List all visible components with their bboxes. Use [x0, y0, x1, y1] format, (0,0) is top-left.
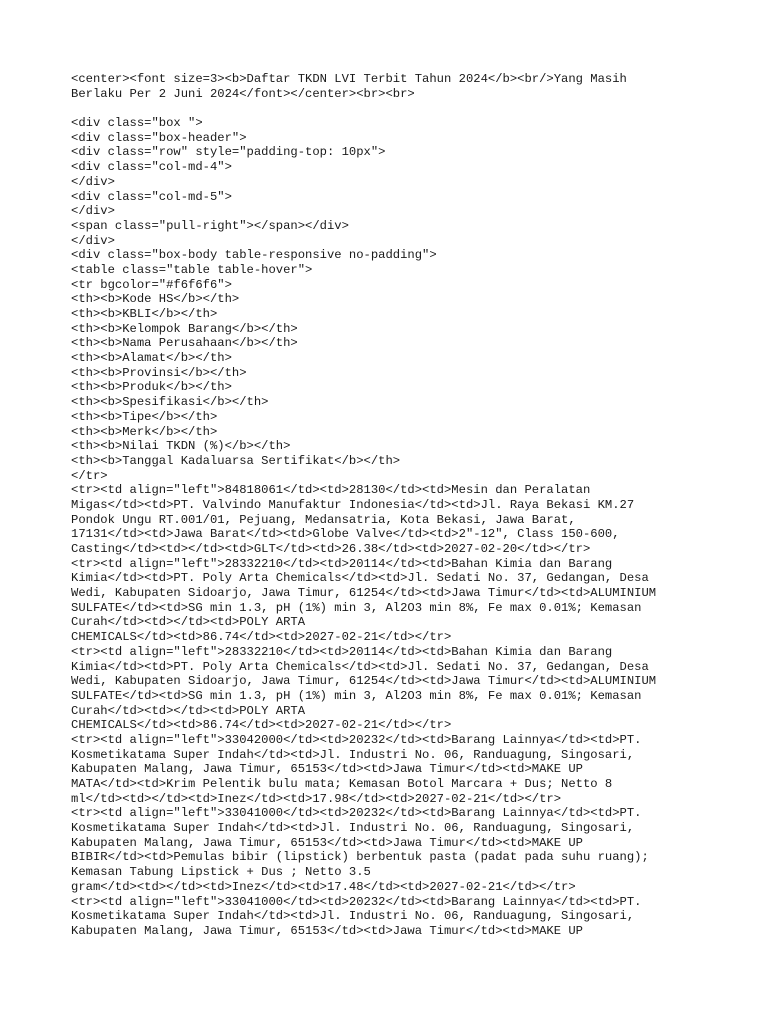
source-line: SULFATE</td><td>SG min 1.3, pH (1%) min 3, Al2O3 min 8%, Fe max 0.01%; Kemasan — [71, 600, 642, 615]
source-line — [71, 101, 711, 116]
source-line: <th><b>Provinsi</b></th> — [71, 365, 247, 380]
source-line: Kimia</td><td>PT. Poly Arta Chemicals</td><td>Jl. Sedati No. 37, Gedangan, Desa — [71, 659, 649, 674]
source-line: <tr><td align="left">28332210</td><td>20114</td><td>Bahan Kimia dan Barang — [71, 644, 613, 659]
source-line: <tr><td align="left">33042000</td><td>20232</td><td>Barang Lainnya</td><td>PT. — [71, 732, 642, 747]
source-line: MATA</td><td>Krim Pelentik bulu mata; Kemasan Botol Marcara + Dus; Netto 8 — [71, 777, 613, 791]
source-line: <div class="col-md-5"> — [71, 189, 232, 204]
source-line: Pondok Ungu RT.001/01, Pejuang, Medansatria, Kota Bekasi, Jawa Barat, — [71, 512, 576, 527]
source-line: </div> — [71, 174, 115, 189]
source-line: <div class="box-body table-responsive no-padding"> — [71, 248, 437, 263]
source-line: <tr><td align="left">33041000</td><td>20232</td><td>Barang Lainnya</td><td>PT. — [71, 806, 642, 821]
source-line: ml</td><td></td><td>Inez</td><td>17.98</td><td>2027-02-21</td></tr> — [71, 791, 562, 806]
source-line: Berlaku Per 2 Juni 2024</font></center><br><br> — [71, 86, 415, 101]
source-line: <div class="box "> — [71, 116, 203, 131]
source-line: <center><font size=3><b>Daftar TKDN LVI Terbit Tahun 2024</b><br/>Yang Masih — [71, 72, 627, 86]
source-line: BIBIR</td><td>Pemulas bibir (lipstick) berbentuk pasta (padat pada suhu ruang); — [71, 850, 649, 865]
source-line: Kemasan Tabung Lipstick + Dus ; Netto 3.5 — [71, 865, 371, 880]
source-line: Casting</td><td></td><td>GLT</td><td>26.38</td><td>2027-02-20</td></tr> — [71, 542, 591, 556]
source-line: </div> — [71, 204, 115, 219]
source-line: </div> — [71, 233, 115, 248]
source-line: <tr><td align="left">28332210</td><td>20114</td><td>Bahan Kimia dan Barang — [71, 556, 613, 571]
source-line: <span class="pull-right"></span></div> — [71, 218, 349, 233]
source-line: Kosmetikatama Super Indah</td><td>Jl. Industri No. 06, Randuagung, Singosari, — [71, 747, 635, 762]
source-line: Migas</td><td>PT. Valvindo Manufaktur Indonesia</td><td>Jl. Raya Bekasi KM.27 — [71, 497, 635, 512]
source-line: CHEMICALS</td><td>86.74</td><td>2027-02-21</td></tr> — [71, 718, 452, 733]
source-line: <th><b>Nama Perusahaan</b></th> — [71, 336, 298, 351]
source-line: <div class="box-header"> — [71, 130, 247, 145]
source-line: Curah</td><td></td><td>POLY ARTA — [71, 703, 306, 718]
source-line: Wedi, Kabupaten Sidoarjo, Jawa Timur, 61254</td><td>Jawa Timur</td><td>ALUMINIUM — [71, 586, 657, 601]
source-line: 17131</td><td>Jawa Barat</td><td>Globe Valve</td><td>2"-12", Class 150-600, — [71, 527, 620, 542]
source-line: <div class="row" style="padding-top: 10px"> — [71, 145, 386, 160]
source-line: Kabupaten Malang, Jawa Timur, 65153</td><td>Jawa Timur</td><td>MAKE UP — [71, 923, 583, 938]
source-line: Kabupaten Malang, Jawa Timur, 65153</td><td>Jawa Timur</td><td>MAKE UP — [71, 762, 583, 777]
source-line: <tr bgcolor="#f6f6f6"> — [71, 277, 232, 292]
source-line: Kosmetikatama Super Indah</td><td>Jl. Industri No. 06, Randuagung, Singosari, — [71, 821, 635, 836]
source-line: <th><b>Tanggal Kadaluarsa Sertifikat</b></th> — [71, 453, 401, 468]
source-line: gram</td><td></td><td>Inez</td><td>17.48</td><td>2027-02-21</td></tr> — [71, 879, 576, 894]
source-line: <th><b>Kelompok Barang</b></th> — [71, 321, 298, 336]
source-line: Curah</td><td></td><td>POLY ARTA — [71, 615, 306, 630]
source-line: <tr><td align="left">84818061</td><td>28130</td><td>Mesin dan Peralatan — [71, 483, 591, 498]
source-line: </tr> — [71, 468, 108, 483]
source-line: CHEMICALS</td><td>86.74</td><td>2027-02-21</td></tr> — [71, 630, 452, 645]
source-line: <th><b>Alamat</b></th> — [71, 351, 232, 366]
source-line: <th><b>Nilai TKDN (%)</b></th> — [71, 439, 291, 454]
source-line: Kosmetikatama Super Indah</td><td>Jl. Industri No. 06, Randuagung, Singosari, — [71, 909, 635, 924]
source-line: <div class="col-md-4"> — [71, 160, 232, 175]
source-line: <th><b>Produk</b></th> — [71, 380, 232, 395]
source-line: Kabupaten Malang, Jawa Timur, 65153</td><td>Jawa Timur</td><td>MAKE UP — [71, 835, 583, 850]
source-line: <th><b>Merk</b></th> — [71, 424, 218, 439]
source-line: <th><b>KBLI</b></th> — [71, 307, 218, 321]
source-line: Wedi, Kabupaten Sidoarjo, Jawa Timur, 61254</td><td>Jawa Timur</td><td>ALUMINIUM — [71, 674, 657, 689]
source-line: <table class="table table-hover"> — [71, 262, 313, 277]
document-source-text — [71, 72, 711, 939]
source-line: Kimia</td><td>PT. Poly Arta Chemicals</td><td>Jl. Sedati No. 37, Gedangan, Desa — [71, 571, 649, 586]
source-line: SULFATE</td><td>SG min 1.3, pH (1%) min 3, Al2O3 min 8%, Fe max 0.01%; Kemasan — [71, 688, 642, 703]
source-line: <th><b>Kode HS</b></th> — [71, 292, 240, 307]
source-line: <th><b>Tipe</b></th> — [71, 409, 218, 424]
source-line: <tr><td align="left">33041000</td><td>20232</td><td>Barang Lainnya</td><td>PT. — [71, 894, 642, 909]
source-line: <th><b>Spesifikasi</b></th> — [71, 395, 269, 410]
